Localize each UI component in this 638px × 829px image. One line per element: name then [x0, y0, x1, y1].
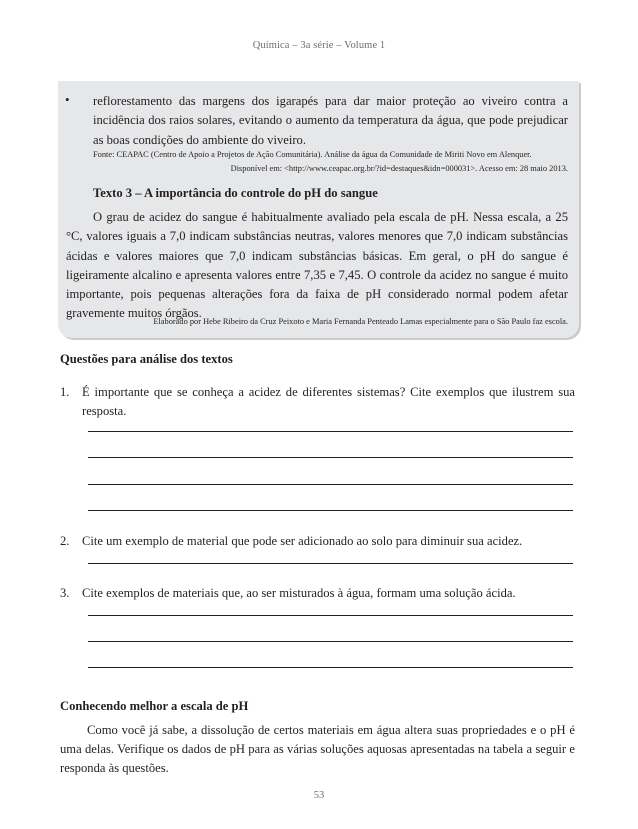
answer-line[interactable]	[88, 641, 573, 642]
answer-line[interactable]	[88, 484, 573, 485]
section2-paragraph: Como você já sabe, a dissolução de certos materiais em água altera suas propriedades e o pH é uma delas. Verifique os dados de pH para as várias soluções aquosas apresentadas na tabela a seguir e responda às questões.	[60, 723, 575, 775]
question-number: 1.	[60, 385, 70, 399]
text3-heading: Texto 3 – A importância do controle do pH do sangue	[93, 186, 378, 200]
source-line-2: Disponível em: <http://www.ceapac.org.br/?id=destaques&idn=000031>. Acesso em: 28 maio 2013.	[230, 164, 568, 173]
running-header: Química – 3a série – Volume 1	[252, 40, 386, 51]
question-number: 3.	[60, 586, 70, 600]
question-number: 2.	[60, 534, 70, 548]
bullet-text: reflorestamento das margens dos igarapés para dar maior proteção ao viveiro contra a incidência dos raios solares, evitando o aumento da temperatura da água, que pode prejudicar as boas condições do ambiente do viveiro.	[93, 94, 568, 147]
answer-line[interactable]	[88, 431, 573, 432]
question-1	[60, 383, 575, 421]
text3-credit: Elaborado por Hebe Ribeiro da Cruz Peixoto e Maria Fernanda Penteado Lamas especialmente para o São Paulo faz escola.	[153, 317, 568, 326]
question-text: É importante que se conheça a acidez de diferentes sistemas? Cite exemplos que ilustrem sua resposta.	[82, 385, 575, 418]
question-2	[60, 532, 575, 551]
text3-body: O grau de acidez do sangue é habitualmente avaliado pela escala de pH. Nessa escala, a 25 °C, valores iguais a 7,0 indicam substâncias neutras, valores menores que 7,0 indicam substâncias ácidas e valores maiores que 7,0 indicam substâncias básicas. Em geral, o pH do sangue é ligeiramente alcalino e apresenta valores entre 7,35 e 7,45. O controle da acidez no sangue é muito importante, pois pequenas alterações fora da faixa de pH considerado normal podem afetar gravemente muitos órgãos.	[66, 210, 568, 321]
answer-line[interactable]	[88, 510, 573, 511]
question-text: Cite um exemplo de material que pode ser adicionado ao solo para diminuir sua acidez.	[82, 534, 523, 548]
answer-line[interactable]	[88, 667, 573, 668]
question-text: Cite exemplos de materiais que, ao ser misturados à água, formam uma solução ácida.	[82, 586, 516, 600]
questions-title: Questões para análise dos textos	[60, 352, 233, 366]
answer-line[interactable]	[88, 457, 573, 458]
page-number: 53	[313, 790, 325, 801]
bullet-symbol: •	[65, 92, 70, 107]
answer-line[interactable]	[88, 563, 573, 564]
question-3	[60, 584, 575, 603]
answer-line[interactable]	[88, 615, 573, 616]
source-citation	[93, 148, 568, 176]
section2-title: Conhecendo melhor a escala de pH	[60, 699, 249, 713]
source-line-1: Fonte: CEAPAC (Centro de Apoio a Projetos de Ação Comunitária). Análise da água da Comunidade de Miriti Novo em Alenquer.	[93, 150, 532, 159]
